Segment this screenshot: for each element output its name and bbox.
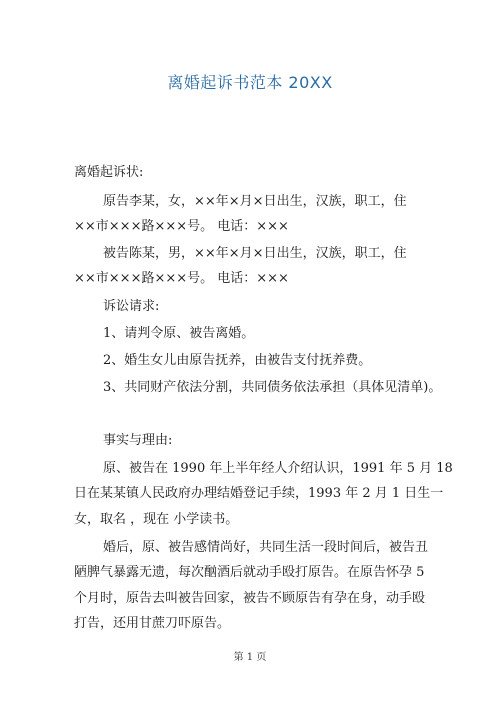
- facts-para2-line2: 陋脾气暴露无遗，每次酗酒后就动手殴打原告。在原告怀孕 5: [74, 565, 425, 580]
- facts-para2-line1: 婚后，原、被告感情尚好，共同生活一段时间后，被告丑: [103, 540, 429, 555]
- facts-para2-line3: 个月时，原告去叫被告回家，被告不顾原告有孕在身，动手殴: [74, 591, 426, 606]
- facts-para1-line2: 日在某某镇人民政府办理结婚登记手续，1993 年 2 月 1 日生一: [74, 486, 444, 501]
- document-title: 离婚起诉书范本 20XX: [167, 73, 333, 92]
- facts-para1-line1: 原、被告在 1990 年上半年经人介绍认识，1991 年 5 月 18: [103, 461, 453, 476]
- claim-item-1: 1、请判令原、被告离婚。: [103, 326, 255, 341]
- facts-para1-line3: 女，取名 ，现在 小学读书。: [74, 512, 239, 527]
- heading-claims: 诉讼请求:: [103, 299, 160, 314]
- claim-item-2: 2、婚生女儿由原告抚养，由被告支付抚养费。: [103, 353, 372, 368]
- claim-item-3: 3、共同财产依法分割，共同债务依法承担（具体见清单)。: [103, 380, 442, 395]
- defendant-line-1: 被告陈某，男，××年×月×日出生，汉族，职工，住: [103, 246, 407, 261]
- plaintiff-line-1: 原告李某，女，××年×月×日出生，汉族，职工，住: [103, 194, 407, 209]
- plaintiff-line-2: ××市×××路×××号。 电话：×××: [74, 219, 289, 234]
- page-number: 第 1 页: [233, 652, 267, 663]
- facts-para2-line4: 打告，还用甘蔗刀吓原告。: [74, 616, 231, 631]
- defendant-line-2: ××市×××路×××号。 电话：×××: [74, 271, 289, 286]
- heading-facts: 事实与理由:: [103, 433, 173, 448]
- heading-complaint: 离婚起诉状:: [74, 165, 144, 180]
